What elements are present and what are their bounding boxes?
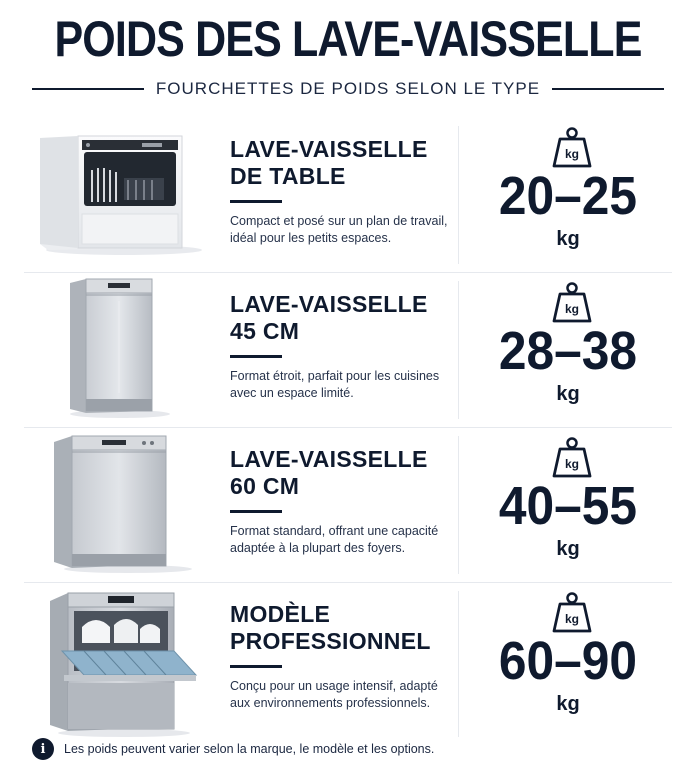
type-info — [230, 136, 450, 246]
type-description: Conçu pour un usage intensif, adapté aux environnements professionnels. — [230, 679, 438, 710]
accent-rule — [230, 355, 282, 358]
type-name: LAVE-VAISSELLE 45 CM — [230, 291, 428, 344]
type-name: MODÈLE PROFESSIONNEL — [230, 601, 431, 654]
type-name: LAVE-VAISSELLE 60 CM — [230, 446, 428, 499]
column-divider — [458, 126, 459, 264]
weight-unit: kg — [556, 693, 580, 715]
weight-range-value: 20–25 — [498, 166, 638, 226]
slim-dishwasher-image — [24, 273, 214, 427]
weight-kg-icon — [550, 436, 594, 480]
list-item — [24, 273, 672, 428]
type-info — [230, 446, 450, 556]
weight-unit: kg — [556, 228, 580, 250]
weight-kg-icon — [550, 591, 594, 635]
footer-note — [32, 738, 434, 760]
dishwasher-list — [24, 118, 672, 745]
column-divider — [458, 436, 459, 574]
weight-range — [464, 428, 672, 582]
kg-icon-label: kg — [564, 457, 580, 471]
page-subtitle: FOURCHETTES DE POIDS SELON LE TYPE — [155, 79, 541, 98]
column-divider — [458, 281, 459, 419]
footer-note-text: Les poids peuvent varier selon la marque, le modèle et les options. — [64, 742, 435, 756]
type-description: Format étroit, parfait pour les cuisines avec un espace limité. — [230, 369, 440, 400]
weight-range — [464, 583, 672, 745]
countertop-dishwasher-image — [24, 118, 214, 272]
weight-unit: kg — [556, 538, 580, 560]
standard-dishwasher-image — [24, 428, 214, 582]
weight-unit: kg — [556, 383, 580, 405]
type-info — [230, 291, 450, 401]
list-item — [24, 428, 672, 583]
kg-icon-label: kg — [564, 612, 580, 626]
weight-range-value: 28–38 — [498, 321, 638, 381]
info-icon: i — [32, 738, 54, 760]
type-info — [230, 601, 450, 711]
list-item — [24, 583, 672, 745]
column-divider — [458, 591, 459, 737]
weight-kg-icon — [550, 126, 594, 170]
subtitle-row — [32, 78, 664, 100]
list-item — [24, 118, 672, 273]
accent-rule — [230, 200, 282, 203]
kg-icon-label: kg — [564, 147, 580, 161]
weight-kg-icon — [550, 281, 594, 325]
kg-icon-label: kg — [564, 302, 580, 316]
type-description: Compact et posé sur un plan de travail, idéal pour les petits espaces. — [230, 214, 448, 245]
weight-range — [464, 273, 672, 427]
weight-range-value: 60–90 — [498, 631, 638, 691]
accent-rule — [230, 665, 282, 668]
subtitle-rule-left — [32, 88, 144, 90]
page-title: POIDS DES LAVE-VAISSELLE — [54, 11, 642, 67]
subtitle-rule-right — [552, 88, 664, 90]
type-description: Format standard, offrant une capacité adaptée à la plupart des foyers. — [230, 524, 439, 555]
professional-dishwasher-image — [24, 583, 214, 745]
weight-range — [464, 118, 672, 272]
type-name: LAVE-VAISSELLE DE TABLE — [230, 136, 428, 189]
weight-range-value: 40–55 — [498, 476, 638, 536]
accent-rule — [230, 510, 282, 513]
